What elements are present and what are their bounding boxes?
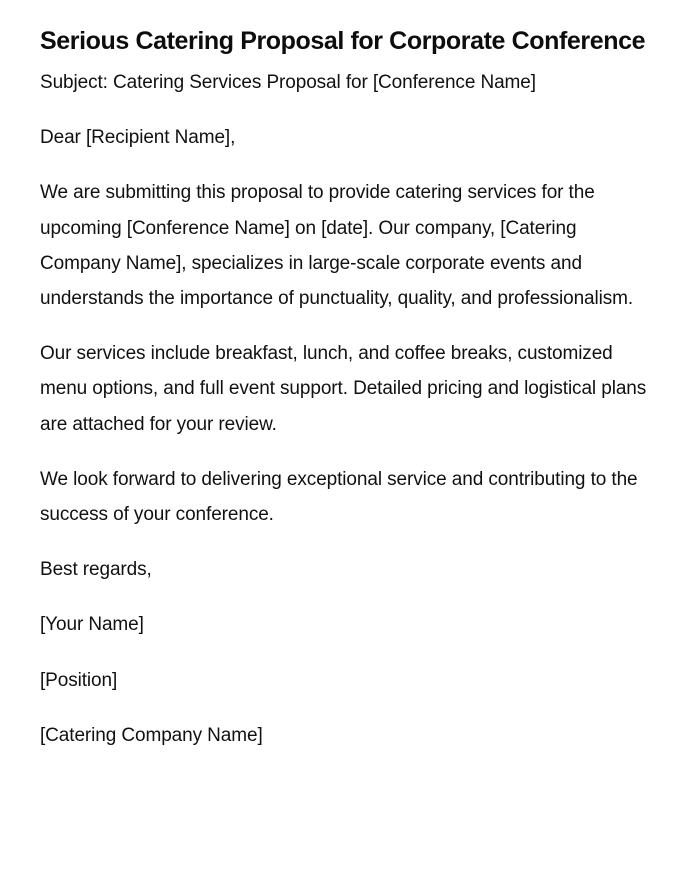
body-paragraph-closing: We look forward to delivering exceptional service and contributing to the success of your conference.: [40, 468, 638, 526]
signature-position: [Position]: [40, 669, 118, 691]
body-paragraph-services: Our services include breakfast, lunch, and coffee breaks, customized menu options, and full event support. Detailed pricing and logistical plans are attached for your review.: [40, 343, 647, 435]
closing-line: Best regards,: [40, 559, 152, 581]
signature-company: [Catering Company Name]: [40, 724, 263, 746]
body-paragraph-intro: We are submitting this proposal to provide catering services for the upcoming [Conference Name] on [date]. Our company, [Catering Company Name], specializes in large-scale corporate events and understands the importance of punctuality, quality, and professionalism.: [40, 182, 634, 310]
salutation: Dear [Recipient Name],: [40, 127, 236, 149]
subject-line: Subject: Catering Services Proposal for [Conference Name]: [40, 72, 536, 93]
signature-name: [Your Name]: [40, 614, 144, 636]
document-title: Serious Catering Proposal for Corporate Conference: [40, 27, 646, 55]
